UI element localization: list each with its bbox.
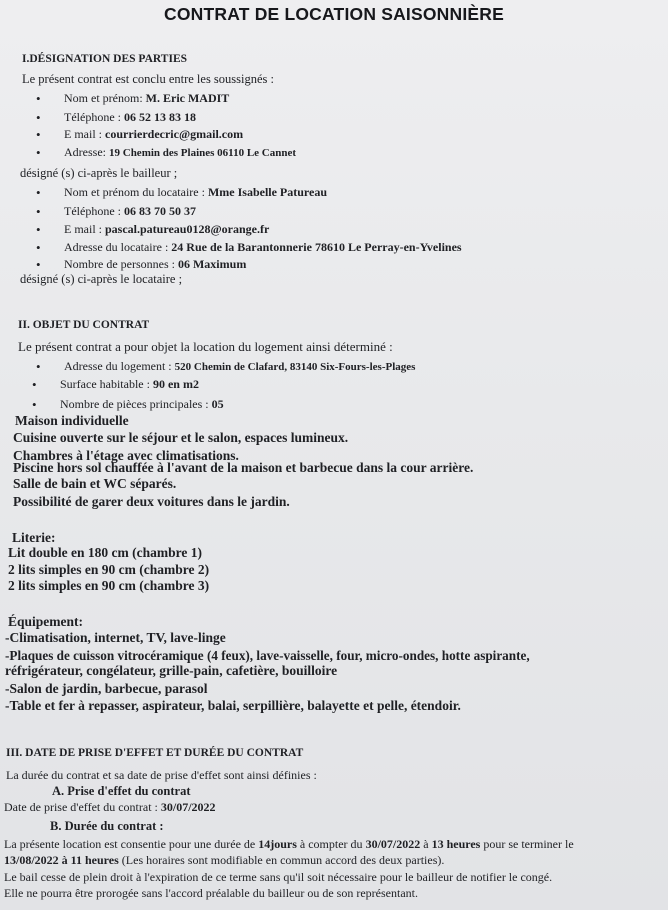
equipement-item: -Plaques de cuisson vitrocéramique (4 feux), lave-vaisselle, four, micro-ondes, hotte aspirante, xyxy=(5,648,530,663)
extension-paragraph: Elle ne pourra être prorogée sans l'accord préalable du bailleur ou de son représentant. xyxy=(4,886,418,900)
locataire-note: désigné (s) ci-après le locataire ; xyxy=(20,272,183,286)
section1-heading: I.DÉSIGNATION DES PARTIES xyxy=(22,53,188,65)
bailleur-email: • E mail : courrierdecric@gmail.com xyxy=(64,127,243,142)
literie-item: 2 lits simples en 90 cm (chambre 3) xyxy=(8,578,210,593)
section3-b-heading: B. Durée du contrat : xyxy=(50,819,164,833)
locataire-email: • E mail : pascal.patureau0128@orange.fr xyxy=(64,222,269,237)
locataire-phone: • Téléphone : 06 83 70 50 37 xyxy=(64,204,196,219)
section3-heading: III. DATE DE PRISE D'EFFET ET DURÉE DU CONTRAT xyxy=(6,747,304,759)
effective-date: Date de prise d'effet du contrat : 30/07/2022 xyxy=(4,800,216,814)
locataire-name: • Nom et prénom du locataire : Mme Isabelle Patureau xyxy=(64,185,327,200)
logement-address: • Adresse du logement : 520 Chemin de Clafard, 83140 Six-Fours-les-Plages xyxy=(64,359,415,375)
equipement-item: -Salon de jardin, barbecue, parasol xyxy=(5,681,208,696)
description-line: Chambres à l'étage avec climatisations. xyxy=(13,448,239,463)
termination-paragraph: Le bail cesse de plein droit à l'expiration de ce terme sans qu'il soit nécessaire pour le bailleur de notifier le congé. xyxy=(4,870,553,884)
literie-item: Lit double en 180 cm (chambre 1) xyxy=(8,545,202,560)
section3-intro: La durée du contrat et sa date de prise d'effet sont ainsi définies : xyxy=(6,768,317,782)
equipement-heading: Équipement: xyxy=(8,614,84,629)
literie-heading: Literie: xyxy=(12,530,56,545)
section2-intro: Le présent contrat a pour objet la location du logement ainsi déterminé : xyxy=(18,339,393,354)
description-line: Cuisine ouverte sur le séjour et le salon, espaces lumineux. xyxy=(13,430,349,445)
description-line: Piscine hors sol chauffée à l'avant de la maison et barbecue dans la cour arrière. xyxy=(13,460,474,475)
equipement-item: -Climatisation, internet, TV, lave-linge xyxy=(5,630,226,645)
description-line: Maison individuelle xyxy=(15,413,129,428)
section3-a-heading: A. Prise d'effet du contrat xyxy=(52,784,191,798)
logement-rooms: • Nombre de pièces principales : 05 xyxy=(60,397,224,412)
duration-paragraph-line-1: La présente location est consentie pour une durée de 14jours à compter du 30/07/2022 à 13 heures pour se terminer le xyxy=(4,837,574,851)
section1-intro: Le présent contrat est conclu entre les soussignés : xyxy=(22,72,275,86)
document-title: CONTRAT DE LOCATION SAISONNIÈRE xyxy=(164,4,504,24)
bailleur-address: • Adresse: 19 Chemin des Plaines 06110 Le Cannet xyxy=(64,145,296,161)
duration-paragraph-line-2: 13/08/2022 à 11 heures (Les horaires sont modifiable en commun accord des deux parties). xyxy=(4,853,445,867)
bailleur-note: désigné (s) ci-après le bailleur ; xyxy=(20,166,178,180)
logement-surface: • Surface habitable : 90 en m2 xyxy=(60,377,199,392)
literie-item: 2 lits simples en 90 cm (chambre 2) xyxy=(8,562,210,577)
locataire-persons: • Nombre de personnes : 06 Maximum xyxy=(64,257,246,272)
section2-heading: II. OBJET DU CONTRAT xyxy=(18,319,150,331)
equipement-item: -Table et fer à repasser, aspirateur, balai, serpillière, balayette et pelle, étendoir. xyxy=(5,698,461,713)
locataire-address: • Adresse du locataire : 24 Rue de la Barantonnerie 78610 Le Perray-en-Yvelines xyxy=(64,240,462,255)
bailleur-phone: • Téléphone : 06 52 13 83 18 xyxy=(64,110,196,125)
bailleur-name: • Nom et prénom: M. Eric MADIT xyxy=(64,91,229,106)
description-line: Salle de bain et WC séparés. xyxy=(13,476,177,491)
description-line: Possibilité de garer deux voitures dans le jardin. xyxy=(13,494,290,509)
equipement-item: réfrigérateur, congélateur, grille-pain, cafetière, bouilloire xyxy=(5,663,338,678)
